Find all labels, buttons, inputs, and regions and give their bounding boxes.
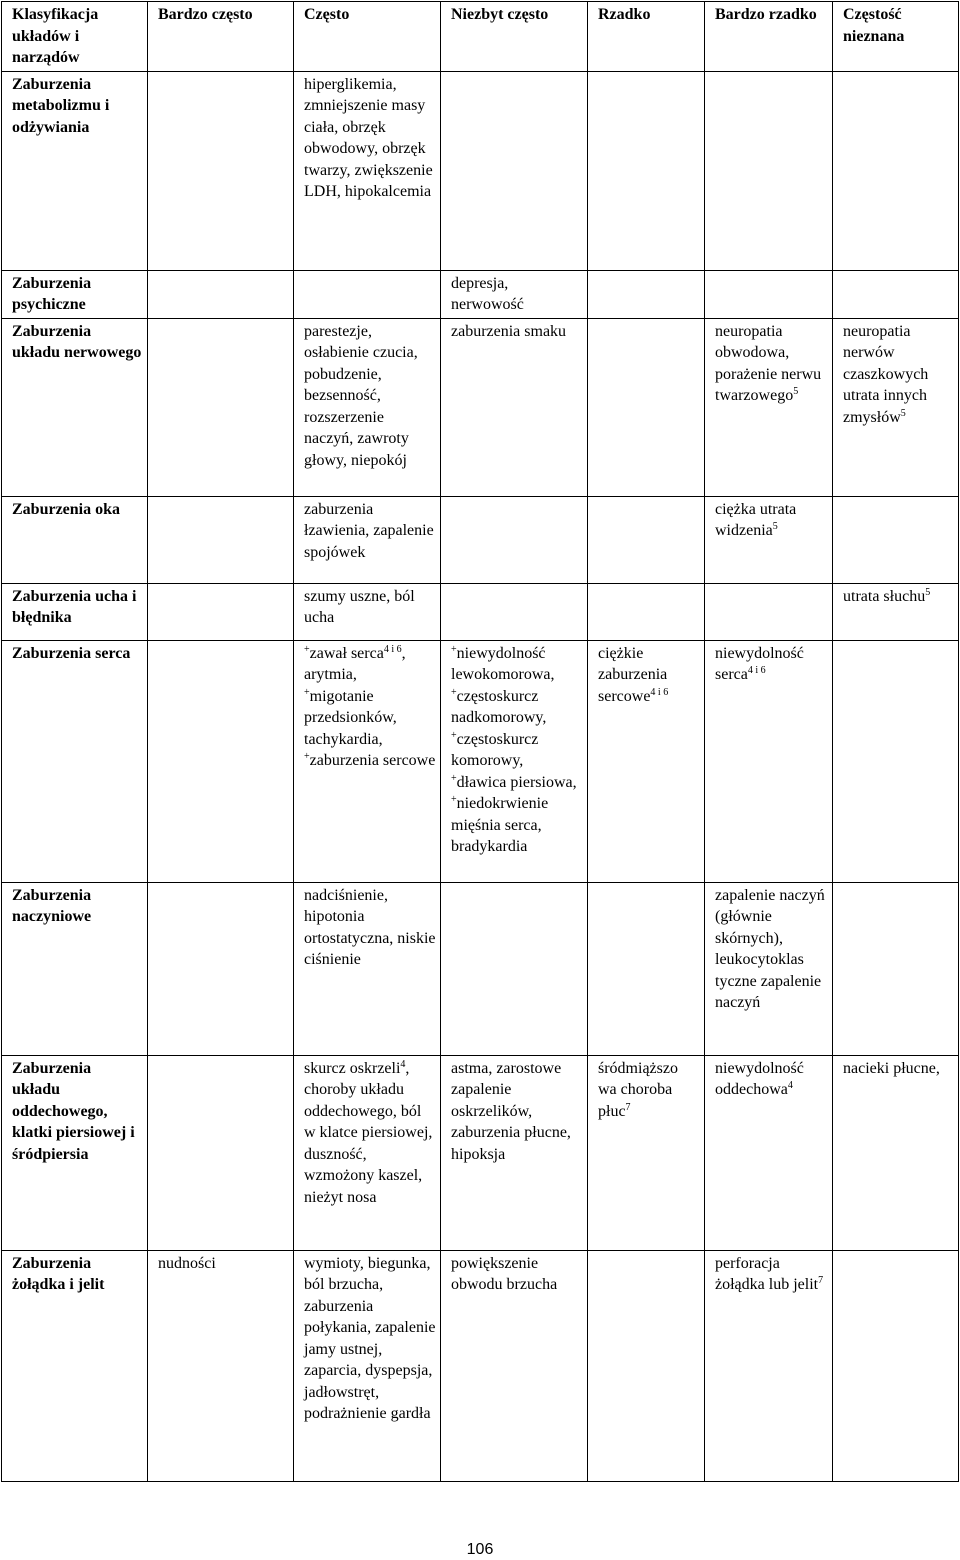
cell-uncommon: astma, zarostowe zapalenie oskrzelików, zaburzenia płucne, hipoksja [441, 1055, 588, 1250]
header-uncommon: Niezbyt często [441, 2, 588, 72]
cell-uncommon [441, 496, 588, 583]
cell-very-rare [705, 1055, 833, 1250]
cell-very-common [148, 318, 294, 496]
cell-rare [588, 1055, 705, 1250]
cell-uncommon [441, 640, 588, 882]
cell-text: , choroby układu oddechowego, ból w klatce piersiowej, duszność, wzmożony kaszel, nieżyt nosa [304, 1059, 433, 1206]
footnote-ref: 4 i 6 [383, 643, 402, 655]
marker-plus: + [304, 686, 310, 698]
cell-text: ciężkie zaburzenia sercowe [598, 644, 668, 705]
footnote-ref: 5 [925, 586, 931, 598]
cell-text: dławica piersiowa, [456, 773, 577, 791]
cell-very-common [148, 71, 294, 270]
marker-plus: + [451, 772, 457, 784]
cell-unknown [833, 583, 959, 640]
footnote-ref: 4 [787, 1080, 793, 1091]
cell-text: utrata słuchu [843, 587, 926, 605]
cell-text: neuropatia nerwów czaszkowych utrata innych zmysłów [843, 322, 929, 426]
cell-very-common [148, 583, 294, 640]
organ-cell: Zaburzenia metabolizmu i odżywiania [2, 71, 148, 270]
table-row-psychiatric [2, 270, 959, 318]
cell-unknown [833, 640, 959, 882]
cell-common [294, 640, 441, 882]
cell-text: perforacja żołądka lub jelit [715, 1254, 819, 1293]
cell-text: zawał serca [309, 644, 384, 662]
cell-very-common [148, 270, 294, 318]
cell-very-rare [705, 71, 833, 270]
cell-very-rare [705, 496, 833, 583]
cell-uncommon [441, 583, 588, 640]
organ-cell: Zaburzenia naczyniowe [2, 882, 148, 1055]
cell-text: niedokrwienie mięśnia serca, bradykardia [451, 795, 549, 855]
organ-cell: Zaburzenia układu oddechowego, klatki piersiowej i śródpiersia [2, 1055, 148, 1250]
cell-very-common: nudności [148, 1250, 294, 1481]
header-common: Często [294, 2, 441, 72]
organ-cell: Zaburzenia psychiczne [2, 270, 148, 318]
header-very-rare: Bardzo rzadko [705, 2, 833, 72]
cell-text: zaburzenia sercowe [309, 752, 436, 769]
cell-unknown [833, 318, 959, 496]
cell-text: ciężka utrata widzenia [715, 500, 797, 539]
header-very-common: Bardzo często [148, 2, 294, 72]
table-row-nervous [2, 318, 959, 496]
cell-rare [588, 71, 705, 270]
table-row-respiratory [2, 1055, 959, 1250]
header-unknown: Częstość nieznana [833, 2, 959, 72]
cell-uncommon [441, 71, 588, 270]
table-header-row [2, 2, 959, 72]
cell-very-rare [705, 640, 833, 882]
marker-plus: + [451, 794, 457, 805]
cell-very-common [148, 496, 294, 583]
cell-very-rare [705, 318, 833, 496]
footnote-ref: 5 [772, 521, 778, 532]
header-rare: Rzadko [588, 2, 705, 72]
organ-cell: Zaburzenia ucha i błędnika [2, 583, 148, 640]
cell-text: skurcz oskrzeli [304, 1059, 401, 1077]
cell-uncommon: depresja, nerwowość [441, 270, 588, 318]
marker-plus: + [451, 643, 457, 655]
cell-common: zaburzenia łzawienia, zapalenie spojówek [294, 496, 441, 583]
cell-rare [588, 270, 705, 318]
footnote-ref: 5 [900, 407, 906, 419]
table-row-gastrointestinal [2, 1250, 959, 1481]
header-organ-class: Klasyfikacja układów i narządów [2, 2, 148, 72]
cell-rare [588, 1250, 705, 1481]
cell-rare [588, 882, 705, 1055]
footnote-ref: 7 [818, 1275, 824, 1286]
marker-plus: + [451, 686, 457, 698]
cell-common: parestezje, osłabienie czucia, pobudzenie, bezsenność, rozszerzenie naczyń, zawroty głowy, niepokój [294, 318, 441, 496]
organ-cell: Zaburzenia żołądka i jelit [2, 1250, 148, 1481]
cell-text: częstoskurcz komorowy, [451, 730, 539, 769]
organ-cell: Zaburzenia serca [2, 640, 148, 882]
cell-text: , arytmia, [304, 644, 406, 683]
cell-common: hiperglikemia, zmniejszenie masy ciała, obrzęk obwodowy, obrzęk twarzy, zwiększenie LDH, hipokalcemia [294, 71, 441, 270]
cell-text: częstoskurcz nadkomorowy, [451, 687, 547, 726]
table-row-eye [2, 496, 959, 583]
cell-rare [588, 496, 705, 583]
cell-rare [588, 318, 705, 496]
cell-rare [588, 583, 705, 640]
cell-rare [588, 640, 705, 882]
cell-unknown [833, 71, 959, 270]
cell-uncommon [441, 882, 588, 1055]
cell-text: migotanie przedsionków, tachykardia, [304, 687, 397, 748]
cell-unknown: nacieki płucne, [833, 1055, 959, 1250]
cell-unknown [833, 882, 959, 1055]
table-row-vascular [2, 882, 959, 1055]
cell-uncommon: zaburzenia smaku [441, 318, 588, 496]
cell-very-rare [705, 583, 833, 640]
organ-cell: Zaburzenia układu nerwowego [2, 318, 148, 496]
marker-plus: + [304, 643, 310, 655]
table-row-metabolism [2, 71, 959, 270]
table-row-ear [2, 583, 959, 640]
page-number: 106 [466, 1541, 494, 1558]
footnote-ref: 4 i 6 [747, 665, 766, 676]
cell-common: wymioty, biegunka, ból brzucha, zaburzenia połykania, zapalenie jamy ustnej, zaparcia, dyspepsja, jadłowstręt, podrażnienie gardła [294, 1250, 441, 1481]
table-row-cardiac [2, 640, 959, 882]
cell-text: niewydolność lewokomorowa, [451, 644, 555, 683]
cell-common [294, 1055, 441, 1250]
cell-common: szumy uszne, ból ucha [294, 583, 441, 640]
cell-text: niewydolność serca [715, 644, 804, 683]
cell-unknown [833, 270, 959, 318]
adverse-reactions-table [1, 1, 959, 1482]
footnote-ref: 4 [400, 1058, 406, 1070]
cell-text: niewydolność oddechowa [715, 1059, 804, 1098]
cell-very-common [148, 1055, 294, 1250]
footnote-ref: 4 i 6 [650, 686, 669, 698]
marker-plus: + [451, 729, 457, 741]
cell-unknown [833, 496, 959, 583]
cell-text: śródmiąższo wa choroba płuc [598, 1059, 678, 1120]
organ-cell: Zaburzenia oka [2, 496, 148, 583]
cell-common [294, 270, 441, 318]
cell-very-rare: zapalenie naczyń (głównie skórnych), leukocytoklas tyczne zapalenie naczyń [705, 882, 833, 1055]
cell-text: neuropatia obwodowa, porażenie nerwu twarzowego [715, 322, 822, 404]
marker-plus: + [304, 751, 310, 762]
cell-very-common [148, 640, 294, 882]
cell-unknown [833, 1250, 959, 1481]
cell-very-common [148, 882, 294, 1055]
cell-common: nadciśnienie, hipotonia ortostatyczna, niskie ciśnienie [294, 882, 441, 1055]
footnote-ref: 7 [625, 1101, 631, 1113]
footnote-ref: 5 [793, 386, 799, 397]
cell-uncommon: powiększenie obwodu brzucha [441, 1250, 588, 1481]
cell-very-rare [705, 1250, 833, 1481]
cell-very-rare [705, 270, 833, 318]
